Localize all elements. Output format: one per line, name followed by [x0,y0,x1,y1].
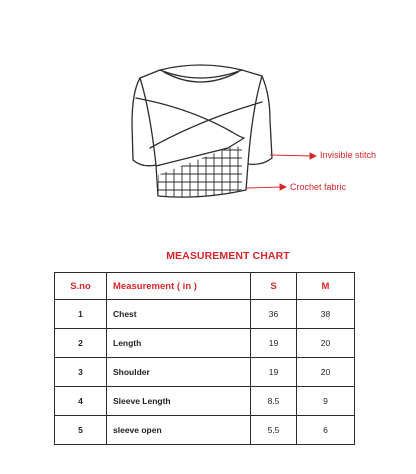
table-row [55,300,355,329]
invisible-stitch-label: Invisible stitch [320,150,377,160]
row-measurement: Chest [107,300,251,329]
row-measurement: Shoulder [107,358,251,387]
measurement-table [54,272,355,445]
header-size-s: S [251,273,297,300]
row-measurement: sleeve open [107,416,251,445]
table-row [55,358,355,387]
measurement-chart-title: MEASUREMENT CHART [166,250,290,262]
row-sno: 4 [55,387,107,416]
row-size-s: 36 [251,300,297,329]
row-size-m: 38 [297,300,355,329]
row-sno: 3 [55,358,107,387]
header-size-m: M [297,273,355,300]
table-row [55,387,355,416]
row-size-s: 19 [251,358,297,387]
row-size-s: 19 [251,329,297,358]
header-measurement: Measurement ( in ) [107,273,251,300]
invisible-stitch-arrow [270,155,312,156]
row-size-s: 5.5 [251,416,297,445]
row-size-s: 8.5 [251,387,297,416]
header-sno: S.no [55,273,107,300]
row-sno: 1 [55,300,107,329]
row-size-m: 9 [297,387,355,416]
row-size-m: 20 [297,329,355,358]
row-size-m: 6 [297,416,355,445]
table-row [55,329,355,358]
table-row [55,416,355,445]
crochet-fabric-label: Crochet fabric [290,182,347,192]
row-sno: 2 [55,329,107,358]
row-size-m: 20 [297,358,355,387]
row-measurement: Sleeve Length [107,387,251,416]
table-header-row [55,273,355,300]
crochet-fabric-arrow [246,187,282,188]
row-sno: 5 [55,416,107,445]
row-measurement: Length [107,329,251,358]
